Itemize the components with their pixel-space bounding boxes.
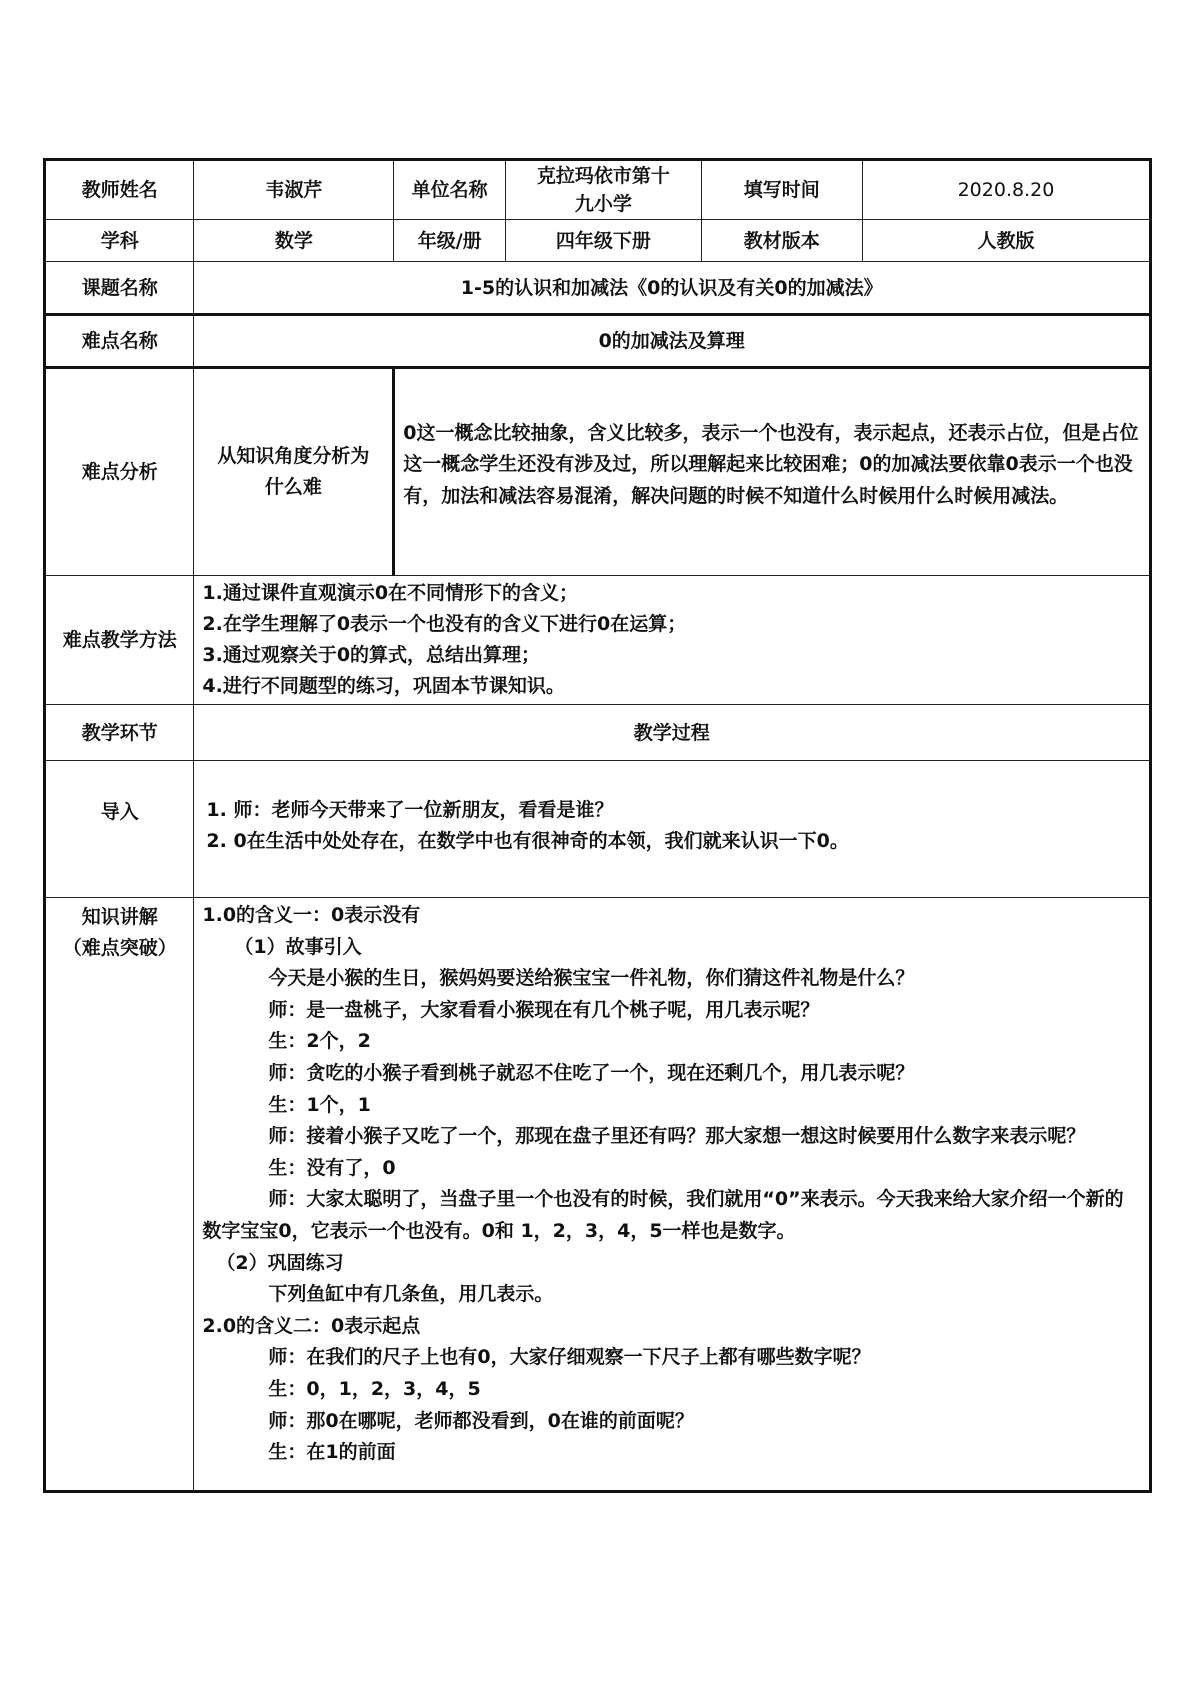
explain-line-10: 师：大家太聪明了，当盘子里一个也没有的时候，我们就用“0”来表示。今天我来给大家介绍一个新的数字宝宝0，它表示一个也没有。0和 1，2，3，4，5一样也是数字。 [202, 1188, 1124, 1242]
method-row [45, 576, 1151, 705]
fill-date-value: 2020.8.20 [862, 160, 1150, 220]
explain-label-line-1: 知识讲解 [81, 906, 158, 928]
topic-row [45, 262, 1151, 315]
topic-value: 1-5的认识和加减法《0的认识及有关0的加减法》 [194, 262, 1151, 315]
teacher-name-value: 韦淑芹 [194, 160, 394, 220]
grade-label: 年级/册 [394, 220, 506, 262]
process-stage-label: 教学环节 [45, 705, 194, 761]
explain-content [194, 898, 1151, 1492]
explain-row [45, 898, 1151, 1492]
explain-line-9: 生：没有了，0 [268, 1156, 396, 1179]
intro-line-1: 1. 师：老师今天带来了一位新朋友，看看是谁？ [206, 799, 614, 821]
explain-line-17: 生：在1的前面 [268, 1441, 396, 1464]
explain-line-15: 生：0，1，2，3，4，5 [268, 1377, 481, 1400]
explain-label [45, 898, 194, 1492]
difficulty-row [45, 315, 1151, 368]
intro-content [194, 761, 1151, 898]
analysis-label: 难点分析 [45, 368, 194, 576]
unit-name-value: 克拉玛依市第十九小学 [506, 160, 702, 220]
explain-label-line-2: （难点突破） [62, 937, 177, 959]
explain-line-8: 师：接着小猴子又吃了一个，那现在盘子里还有吗？那大家想一想这时候要用什么数字来表示呢？ [268, 1125, 1086, 1148]
method-line-4: 4.进行不同题型的练习，巩固本节课知识。 [202, 675, 565, 697]
explain-line-4: 师：是一盘桃子，大家看看小猴现在有几个桃子呢，用几表示呢？ [268, 998, 820, 1021]
intro-line-2: 2. 0在生活中处处存在，在数学中也有很神奇的本领，我们就来认识一下0。 [206, 830, 849, 852]
analysis-sub-label: 从知识角度分析为什么难 [194, 368, 394, 576]
intro-row [45, 761, 1151, 898]
analysis-row [45, 368, 1151, 576]
subject-value: 数学 [194, 220, 394, 262]
header-row-2 [45, 220, 1151, 262]
method-line-2: 2.在学生理解了0表示一个也没有的含义下进行0在运算； [202, 613, 687, 635]
process-value: 教学过程 [194, 705, 1151, 761]
difficulty-value: 0的加减法及算理 [194, 315, 1151, 368]
explain-line-11: （2）巩固练习 [216, 1251, 344, 1274]
difficulty-label: 难点名称 [45, 315, 194, 368]
explain-line-3: 今天是小猴的生日，猴妈妈要送给猴宝宝一件礼物，你们猜这件礼物是什么？ [268, 967, 915, 990]
explain-line-14: 师：在我们的尺子上也有0，大家仔细观察一下尺子上都有哪些数字呢？ [268, 1346, 871, 1369]
explain-line-5: 生：2个，2 [268, 1030, 371, 1053]
explain-line-13: 2.0的含义二：0表示起点 [202, 1314, 421, 1337]
explain-line-2: （1）故事引入 [234, 935, 362, 958]
method-content [194, 576, 1151, 705]
explain-line-16: 师：那0在哪呢，老师都没看到，0在谁的前面呢？ [268, 1409, 694, 1432]
process-header-row [45, 705, 1151, 761]
intro-label: 导入 [45, 761, 194, 898]
header-row-1 [45, 160, 1151, 220]
edition-label: 教材版本 [701, 220, 862, 262]
unit-name-label: 单位名称 [394, 160, 506, 220]
method-label: 难点教学方法 [45, 576, 194, 705]
teacher-name-label: 教师姓名 [45, 160, 194, 220]
analysis-text: 0这一概念比较抽象，含义比较多，表示一个也没有，表示起点，还表示占位，但是占位这一概念学生还没有涉及过，所以理解起来比较困难；0的加减法要依靠0表示一个也没有，加法和减法容易混淆，解决问题的时候不知道什么时候用什么时候用减法。 [394, 368, 1151, 576]
lesson-plan-table [43, 158, 1152, 1493]
method-line-1: 1.通过课件直观演示0在不同情形下的含义； [202, 582, 579, 604]
fill-date-label: 填写时间 [701, 160, 862, 220]
explain-line-6: 师：贪吃的小猴子看到桃子就忍不住吃了一个，现在还剩几个，用几表示呢？ [268, 1061, 915, 1084]
method-line-3: 3.通过观察关于0的算式，总结出算理； [202, 644, 541, 666]
grade-value: 四年级下册 [506, 220, 702, 262]
explain-line-1: 1.0的含义一：0表示没有 [202, 904, 421, 926]
edition-value: 人教版 [862, 220, 1150, 262]
topic-label: 课题名称 [45, 262, 194, 315]
explain-line-12: 下列鱼缸中有几条鱼，用几表示。 [268, 1283, 554, 1306]
subject-label: 学科 [45, 220, 194, 262]
explain-line-7: 生：1个，1 [268, 1093, 371, 1116]
